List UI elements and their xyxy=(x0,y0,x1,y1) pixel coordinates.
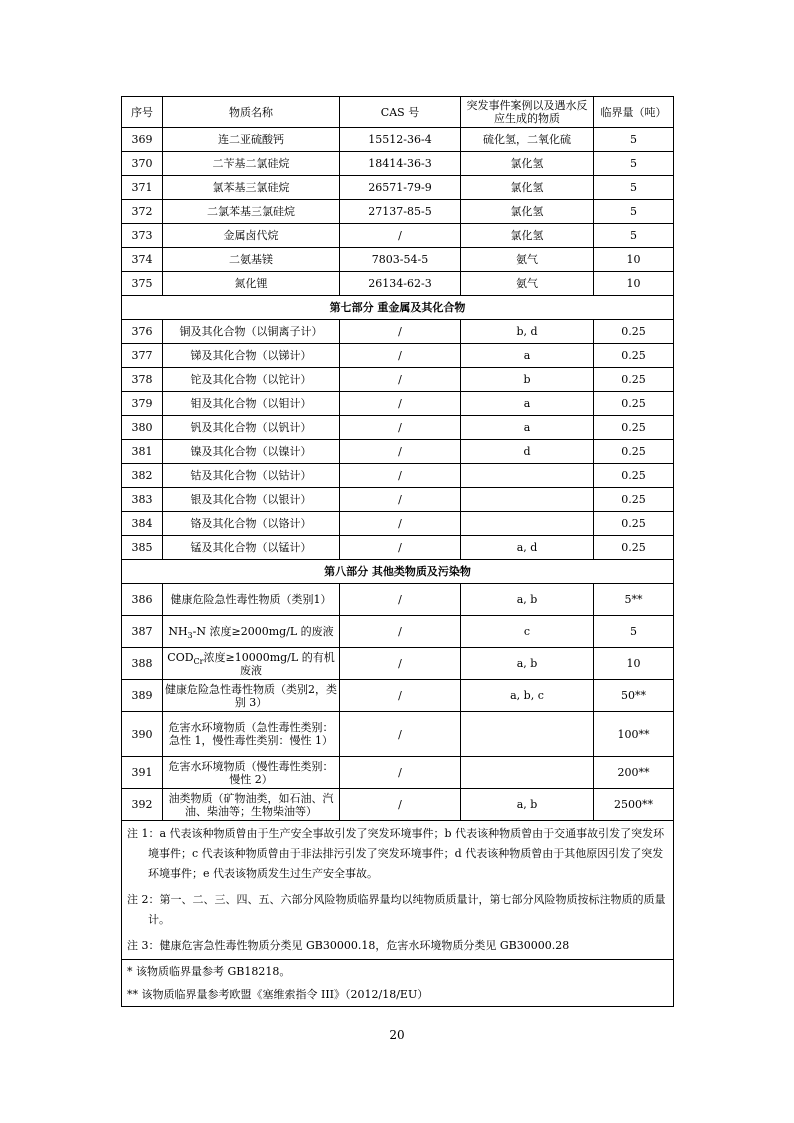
footnote-text: * 该物质临界量参考 GB18218。 xyxy=(122,960,674,984)
cell-seq: 385 xyxy=(122,536,163,560)
cell-event: a, b xyxy=(461,648,594,680)
cell-seq: 370 xyxy=(122,152,163,176)
table-header-row xyxy=(122,97,674,128)
cell-threshold: 5 xyxy=(594,128,674,152)
cell-threshold: 0.25 xyxy=(594,320,674,344)
cell-event xyxy=(461,757,594,789)
name-part: NH xyxy=(168,625,188,638)
table-row xyxy=(122,512,674,536)
cell-event: 氯化氢 xyxy=(461,224,594,248)
cell-threshold: 5** xyxy=(594,584,674,616)
table-row xyxy=(122,616,674,648)
note-text: 注 3：健康危害急性毒性物质分类见 GB30000.18，危害水环境物质分类见 GB30000.28 xyxy=(122,933,674,960)
cell-seq: 383 xyxy=(122,488,163,512)
table-row xyxy=(122,200,674,224)
cell-name: 铜及其化合物（以铜离子计） xyxy=(163,320,340,344)
table-row xyxy=(122,152,674,176)
cell-name: 危害水环境物质（慢性毒性类别：慢性 2） xyxy=(163,757,340,789)
cell-cas: / xyxy=(340,344,461,368)
cell-cas: 7803-54-5 xyxy=(340,248,461,272)
cell-name: 钴及其化合物（以钴计） xyxy=(163,464,340,488)
cell-seq: 387 xyxy=(122,616,163,648)
cell-event: 氯化氢 xyxy=(461,200,594,224)
cell-event xyxy=(461,712,594,757)
cell-cas: / xyxy=(340,224,461,248)
cell-threshold: 0.25 xyxy=(594,464,674,488)
table-row xyxy=(122,416,674,440)
cell-threshold: 0.25 xyxy=(594,512,674,536)
cell-name xyxy=(163,616,340,648)
cell-cas: / xyxy=(340,712,461,757)
cell-threshold: 0.25 xyxy=(594,392,674,416)
cell-name: 铊及其化合物（以铊计） xyxy=(163,368,340,392)
cell-seq: 380 xyxy=(122,416,163,440)
table-row xyxy=(122,392,674,416)
table-row xyxy=(122,680,674,712)
cell-cas: / xyxy=(340,392,461,416)
table-row xyxy=(122,536,674,560)
cell-threshold: 0.25 xyxy=(594,536,674,560)
cell-name: 二氯苯基三氯硅烷 xyxy=(163,200,340,224)
table-row xyxy=(122,712,674,757)
cell-name: 钒及其化合物（以钒计） xyxy=(163,416,340,440)
cell-cas: / xyxy=(340,680,461,712)
cell-cas: / xyxy=(340,416,461,440)
cell-cas: / xyxy=(340,536,461,560)
cell-threshold: 5 xyxy=(594,224,674,248)
note-row xyxy=(122,821,674,888)
cell-cas: 15512-36-4 xyxy=(340,128,461,152)
cell-cas: 18414-36-3 xyxy=(340,152,461,176)
footnote-row xyxy=(122,983,674,1007)
cell-threshold: 200** xyxy=(594,757,674,789)
cell-name: 健康危险急性毒性物质（类别1） xyxy=(163,584,340,616)
cell-seq: 392 xyxy=(122,789,163,821)
table-row xyxy=(122,272,674,296)
cell-name: 危害水环境物质（急性毒性类别：急性 1，慢性毒性类别：慢性 1） xyxy=(163,712,340,757)
table-row xyxy=(122,789,674,821)
cell-threshold: 10 xyxy=(594,648,674,680)
cell-seq: 376 xyxy=(122,320,163,344)
section-header-row xyxy=(122,560,674,584)
footnote-text: ** 该物质临界量参考欧盟《塞维索指令 III》（2012/18/EU） xyxy=(122,983,674,1007)
header-cas: CAS 号 xyxy=(340,97,461,128)
cell-threshold: 0.25 xyxy=(594,440,674,464)
table-row xyxy=(122,464,674,488)
page-number: 20 xyxy=(389,1028,405,1042)
note-row xyxy=(122,887,674,933)
cell-name: 二苄基二氯硅烷 xyxy=(163,152,340,176)
cell-seq: 373 xyxy=(122,224,163,248)
cell-threshold: 0.25 xyxy=(594,488,674,512)
section-title: 第八部分 其他类物质及污染物 xyxy=(122,560,674,584)
cell-event: a xyxy=(461,416,594,440)
cell-cas: 27137-85-5 xyxy=(340,200,461,224)
footnote-row xyxy=(122,960,674,984)
cell-name: 金属卤代烷 xyxy=(163,224,340,248)
cell-threshold: 5 xyxy=(594,152,674,176)
cell-seq: 382 xyxy=(122,464,163,488)
name-subscript: 3 xyxy=(187,631,193,641)
cell-seq: 378 xyxy=(122,368,163,392)
table-row xyxy=(122,368,674,392)
cell-event: a, d xyxy=(461,536,594,560)
cell-threshold: 2500** xyxy=(594,789,674,821)
header-threshold: 临界量（吨） xyxy=(594,97,674,128)
cell-name xyxy=(163,648,340,680)
cell-event: b, d xyxy=(461,320,594,344)
cell-name: 钼及其化合物（以钼计） xyxy=(163,392,340,416)
cell-event: 氯化氢 xyxy=(461,176,594,200)
cell-seq: 374 xyxy=(122,248,163,272)
cell-cas: / xyxy=(340,757,461,789)
cell-name: 氯苯基三氯硅烷 xyxy=(163,176,340,200)
cell-name: 氮化锂 xyxy=(163,272,340,296)
cell-event: 氨气 xyxy=(461,248,594,272)
cell-threshold: 0.25 xyxy=(594,416,674,440)
cell-threshold: 0.25 xyxy=(594,368,674,392)
name-part: -N 浓度≥2000mg/L 的废液 xyxy=(192,625,334,638)
cell-cas: / xyxy=(340,648,461,680)
cell-name: 锑及其化合物（以锑计） xyxy=(163,344,340,368)
cell-cas: / xyxy=(340,584,461,616)
cell-seq: 377 xyxy=(122,344,163,368)
note-text: 注 1：a 代表该种物质曾由于生产安全事故引发了突发环境事件；b 代表该种物质曾由于交通事故引发了突发环境事件；c 代表该种物质曾由于非法排污引发了突发环境事件；d 代表该种物质曾由于其他原因引发了突发环境事件；e 代表该物质发生过生产安全事故。 xyxy=(122,821,674,888)
cell-seq: 371 xyxy=(122,176,163,200)
cell-event: a xyxy=(461,344,594,368)
cell-cas: / xyxy=(340,488,461,512)
name-part: 浓度≥10000mg/L 的有机废液 xyxy=(203,650,335,677)
table-row xyxy=(122,648,674,680)
cell-name: 油类物质（矿物油类，如石油、汽油、柴油等；生物柴油等） xyxy=(163,789,340,821)
cell-cas: / xyxy=(340,512,461,536)
cell-event: 氯化氢 xyxy=(461,152,594,176)
table-row xyxy=(122,176,674,200)
cell-cas: / xyxy=(340,320,461,344)
cell-event xyxy=(461,512,594,536)
cell-cas: / xyxy=(340,616,461,648)
cell-event: 硫化氢，二氧化硫 xyxy=(461,128,594,152)
cell-event: a, b xyxy=(461,584,594,616)
cell-cas: / xyxy=(340,464,461,488)
table-row xyxy=(122,440,674,464)
cell-event: 氨气 xyxy=(461,272,594,296)
table-row xyxy=(122,584,674,616)
header-name: 物质名称 xyxy=(163,97,340,128)
cell-event xyxy=(461,464,594,488)
cell-seq: 384 xyxy=(122,512,163,536)
cell-seq: 372 xyxy=(122,200,163,224)
cell-threshold: 0.25 xyxy=(594,344,674,368)
cell-event: d xyxy=(461,440,594,464)
cell-event: a, b, c xyxy=(461,680,594,712)
name-part: COD xyxy=(167,650,194,664)
cell-event: a, b xyxy=(461,789,594,821)
cell-seq: 390 xyxy=(122,712,163,757)
cell-cas: 26134-62-3 xyxy=(340,272,461,296)
cell-name: 银及其化合物（以银计） xyxy=(163,488,340,512)
table-row xyxy=(122,224,674,248)
header-seq: 序号 xyxy=(122,97,163,128)
cell-threshold: 100** xyxy=(594,712,674,757)
cell-name: 镍及其化合物（以镍计） xyxy=(163,440,340,464)
cell-cas: 26571-79-9 xyxy=(340,176,461,200)
cell-threshold: 10 xyxy=(594,272,674,296)
header-event: 突发事件案例以及遇水反应生成的物质 xyxy=(461,97,594,128)
cell-threshold: 50** xyxy=(594,680,674,712)
cell-threshold: 10 xyxy=(594,248,674,272)
table-row xyxy=(122,488,674,512)
cell-name: 二氨基镁 xyxy=(163,248,340,272)
cell-event: b xyxy=(461,368,594,392)
table-row xyxy=(122,248,674,272)
cell-seq: 369 xyxy=(122,128,163,152)
cell-cas: / xyxy=(340,368,461,392)
note-row xyxy=(122,933,674,960)
cell-seq: 375 xyxy=(122,272,163,296)
cell-name: 连二亚硫酸钙 xyxy=(163,128,340,152)
cell-name: 铬及其化合物（以铬计） xyxy=(163,512,340,536)
hazard-substance-table xyxy=(121,96,674,1007)
cell-seq: 381 xyxy=(122,440,163,464)
cell-threshold: 5 xyxy=(594,200,674,224)
cell-threshold: 5 xyxy=(594,616,674,648)
table-row xyxy=(122,320,674,344)
note-text: 注 2：第一、二、三、四、五、六部分风险物质临界量均以纯物质质量计，第七部分风险物质按标注物质的质量计。 xyxy=(122,887,674,933)
cell-seq: 379 xyxy=(122,392,163,416)
cell-event xyxy=(461,488,594,512)
section-title: 第七部分 重金属及其化合物 xyxy=(122,296,674,320)
cell-seq: 386 xyxy=(122,584,163,616)
cell-seq: 388 xyxy=(122,648,163,680)
cell-event: c xyxy=(461,616,594,648)
cell-cas: / xyxy=(340,789,461,821)
cell-seq: 391 xyxy=(122,757,163,789)
cell-name: 锰及其化合物（以锰计） xyxy=(163,536,340,560)
table-row xyxy=(122,344,674,368)
cell-seq: 389 xyxy=(122,680,163,712)
cell-name: 健康危险急性毒性物质（类别2，类别 3） xyxy=(163,680,340,712)
table-row xyxy=(122,757,674,789)
cell-cas: / xyxy=(340,440,461,464)
cell-threshold: 5 xyxy=(594,176,674,200)
cell-event: a xyxy=(461,392,594,416)
table-row xyxy=(122,128,674,152)
section-header-row xyxy=(122,296,674,320)
name-subscript: Cr xyxy=(193,656,204,666)
